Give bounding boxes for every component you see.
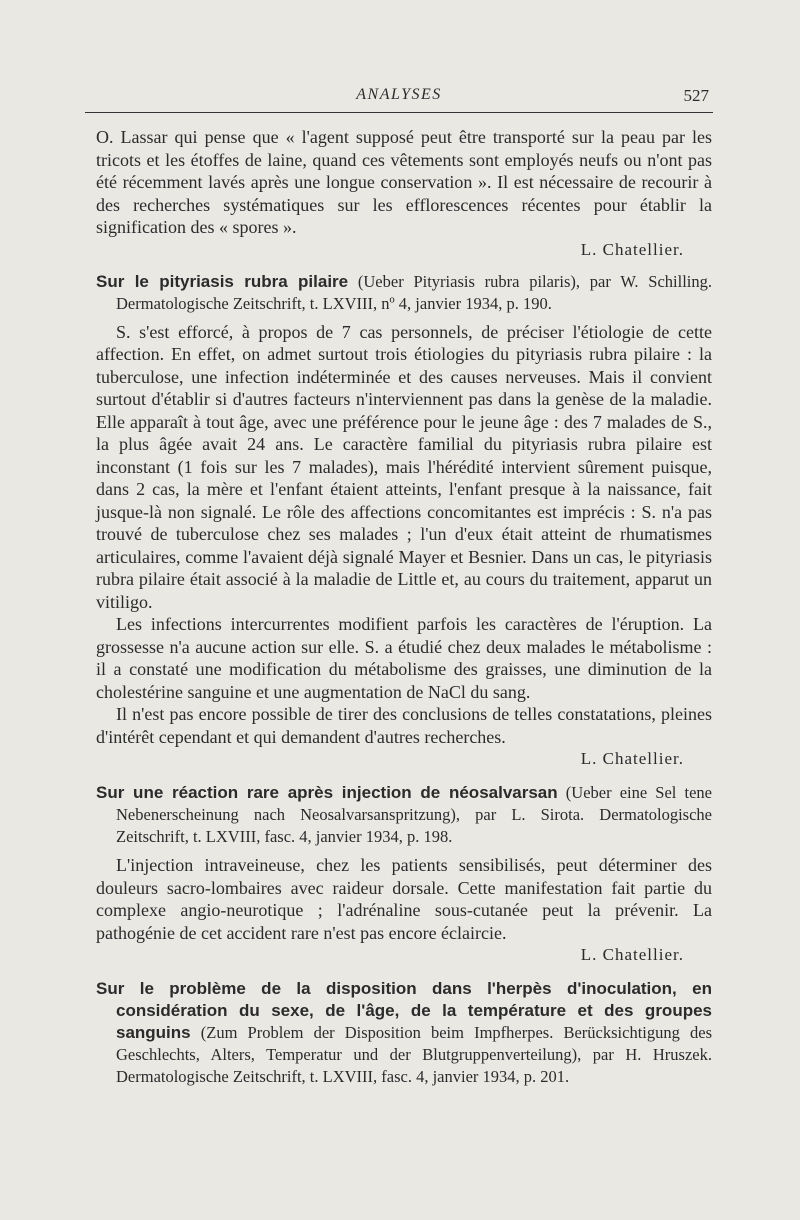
- paragraph: L'injection intraveineuse, chez les patients sensibilisés, peut déterminer des douleurs sacro-lombaires avec raideur dorsale. Cette manifestation fait partie du complexe angio-neurotique ; l'adrénaline sous-cutanée peut la prévenir. La pathogénie de cet accident rare n'est pas encore éclaircie.: [96, 855, 712, 943]
- article-heading: [96, 978, 712, 1088]
- page-number: 527: [683, 86, 709, 105]
- signature: L. Chatellier.: [580, 945, 684, 964]
- article-heading: [96, 782, 712, 848]
- paragraph: O. Lassar qui pense que « l'agent supposé peut être transporté sur la peau par les tricots et les étoffes de laine, quand ces vêtements sont employés neufs ou n'ont pas été récemment lavés après une longue conservation ». Il est nécessaire de recourir à des recherches systématiques sur les efflorescences récentes pour établir la signification des « spores ».: [96, 127, 712, 237]
- text-column: [96, 126, 712, 1088]
- signature: L. Chatellier.: [580, 749, 684, 768]
- running-title: ANALYSES: [356, 86, 442, 103]
- paragraph: S. s'est efforcé, à propos de 7 cas personnels, de préciser l'étiologie de cette affection. En effet, on admet surtout trois étiologies du pityriasis rubra pilaire : la tuberculose, une infection indéterminée et des causes nerveuses. Mais il convient surtout d'établir si d'autres facteurs n'interviennent pas dans la genèse de la maladie. Elle apparaît à tout âge, avec une préférence pour le jeune âge : des 7 malades de S., la plus âgée avait 24 ans. Le caractère familial du pityriasis rubra pilaire est inconstant (1 fois sur les 7 malades), mais l'hérédité intervient sûrement puisque, dans 2 cas, la mère et l'enfant étaient atteints, l'enfant presque à la naissance, fait jusque-là non signalé. Le rôle des affections concomitantes est imprécis : S. n'a pas trouvé de tuberculose chez ses malades ; l'un d'eux était atteint de rhumatismes articulaires, comme l'avaient déjà signalé Mayer et Besnier. Dans un cas, le pityriasis rubra pilaire était associé à la maladie de Little et, au cours du traitement, apparut un vitiligo.: [96, 321, 712, 612]
- paragraph: Il n'est pas encore possible de tirer des conclusions de telles constatations, pleines d'intérêt cependant et qui demandent d'autres recherches.: [96, 704, 712, 747]
- paragraph: Les infections intercurrentes modifient parfois les caractères de l'éruption. La grossesse n'a aucune action sur elle. S. a étudié chez deux malades le métabolisme : il a constaté une modification du métabolisme des graisses, une diminution de la cholestérine sanguine et une augmentation de NaCl du sang.: [96, 614, 712, 702]
- running-head: [85, 82, 713, 122]
- article-reference: (Zum Problem der Disposition beim Impfherpes. Berücksichtigung des Geschlechts, Alters, Temperatur und der Blutgruppenverteilung), par H. Hruszek. Dermatologische Zeitschrift, t. LXVIII, fasc. 4, janvier 1934, p. 201.: [116, 1023, 712, 1086]
- article-title: Sur le problème de la disposition dans l'herpès d'inoculation, en considération du sexe, de l'âge, de la température et des groupes sanguins: [96, 979, 712, 1042]
- signature: L. Chatellier.: [580, 239, 684, 259]
- header-rule: [85, 112, 713, 113]
- article-heading: [96, 271, 712, 315]
- article-title: Sur le pityriasis rubra pilaire: [96, 271, 349, 291]
- article-reference: (Ueber Pityriasis rubra pilaris), par W. Schilling. Dermatologische Zeitschrift, t. LXVIII, nº 4, janvier 1934, p. 190.: [116, 271, 712, 313]
- article-reference: (Ueber eine Sel tene Nebenerscheinung nach Neosalvarsanspritzung), par L. Sirota. Dermatologische Zeitschrift, t. LXVIII, fasc. 4, janvier 1934, p. 198.: [116, 783, 712, 846]
- article-title: Sur une réaction rare après injection de néosalvarsan: [96, 783, 558, 802]
